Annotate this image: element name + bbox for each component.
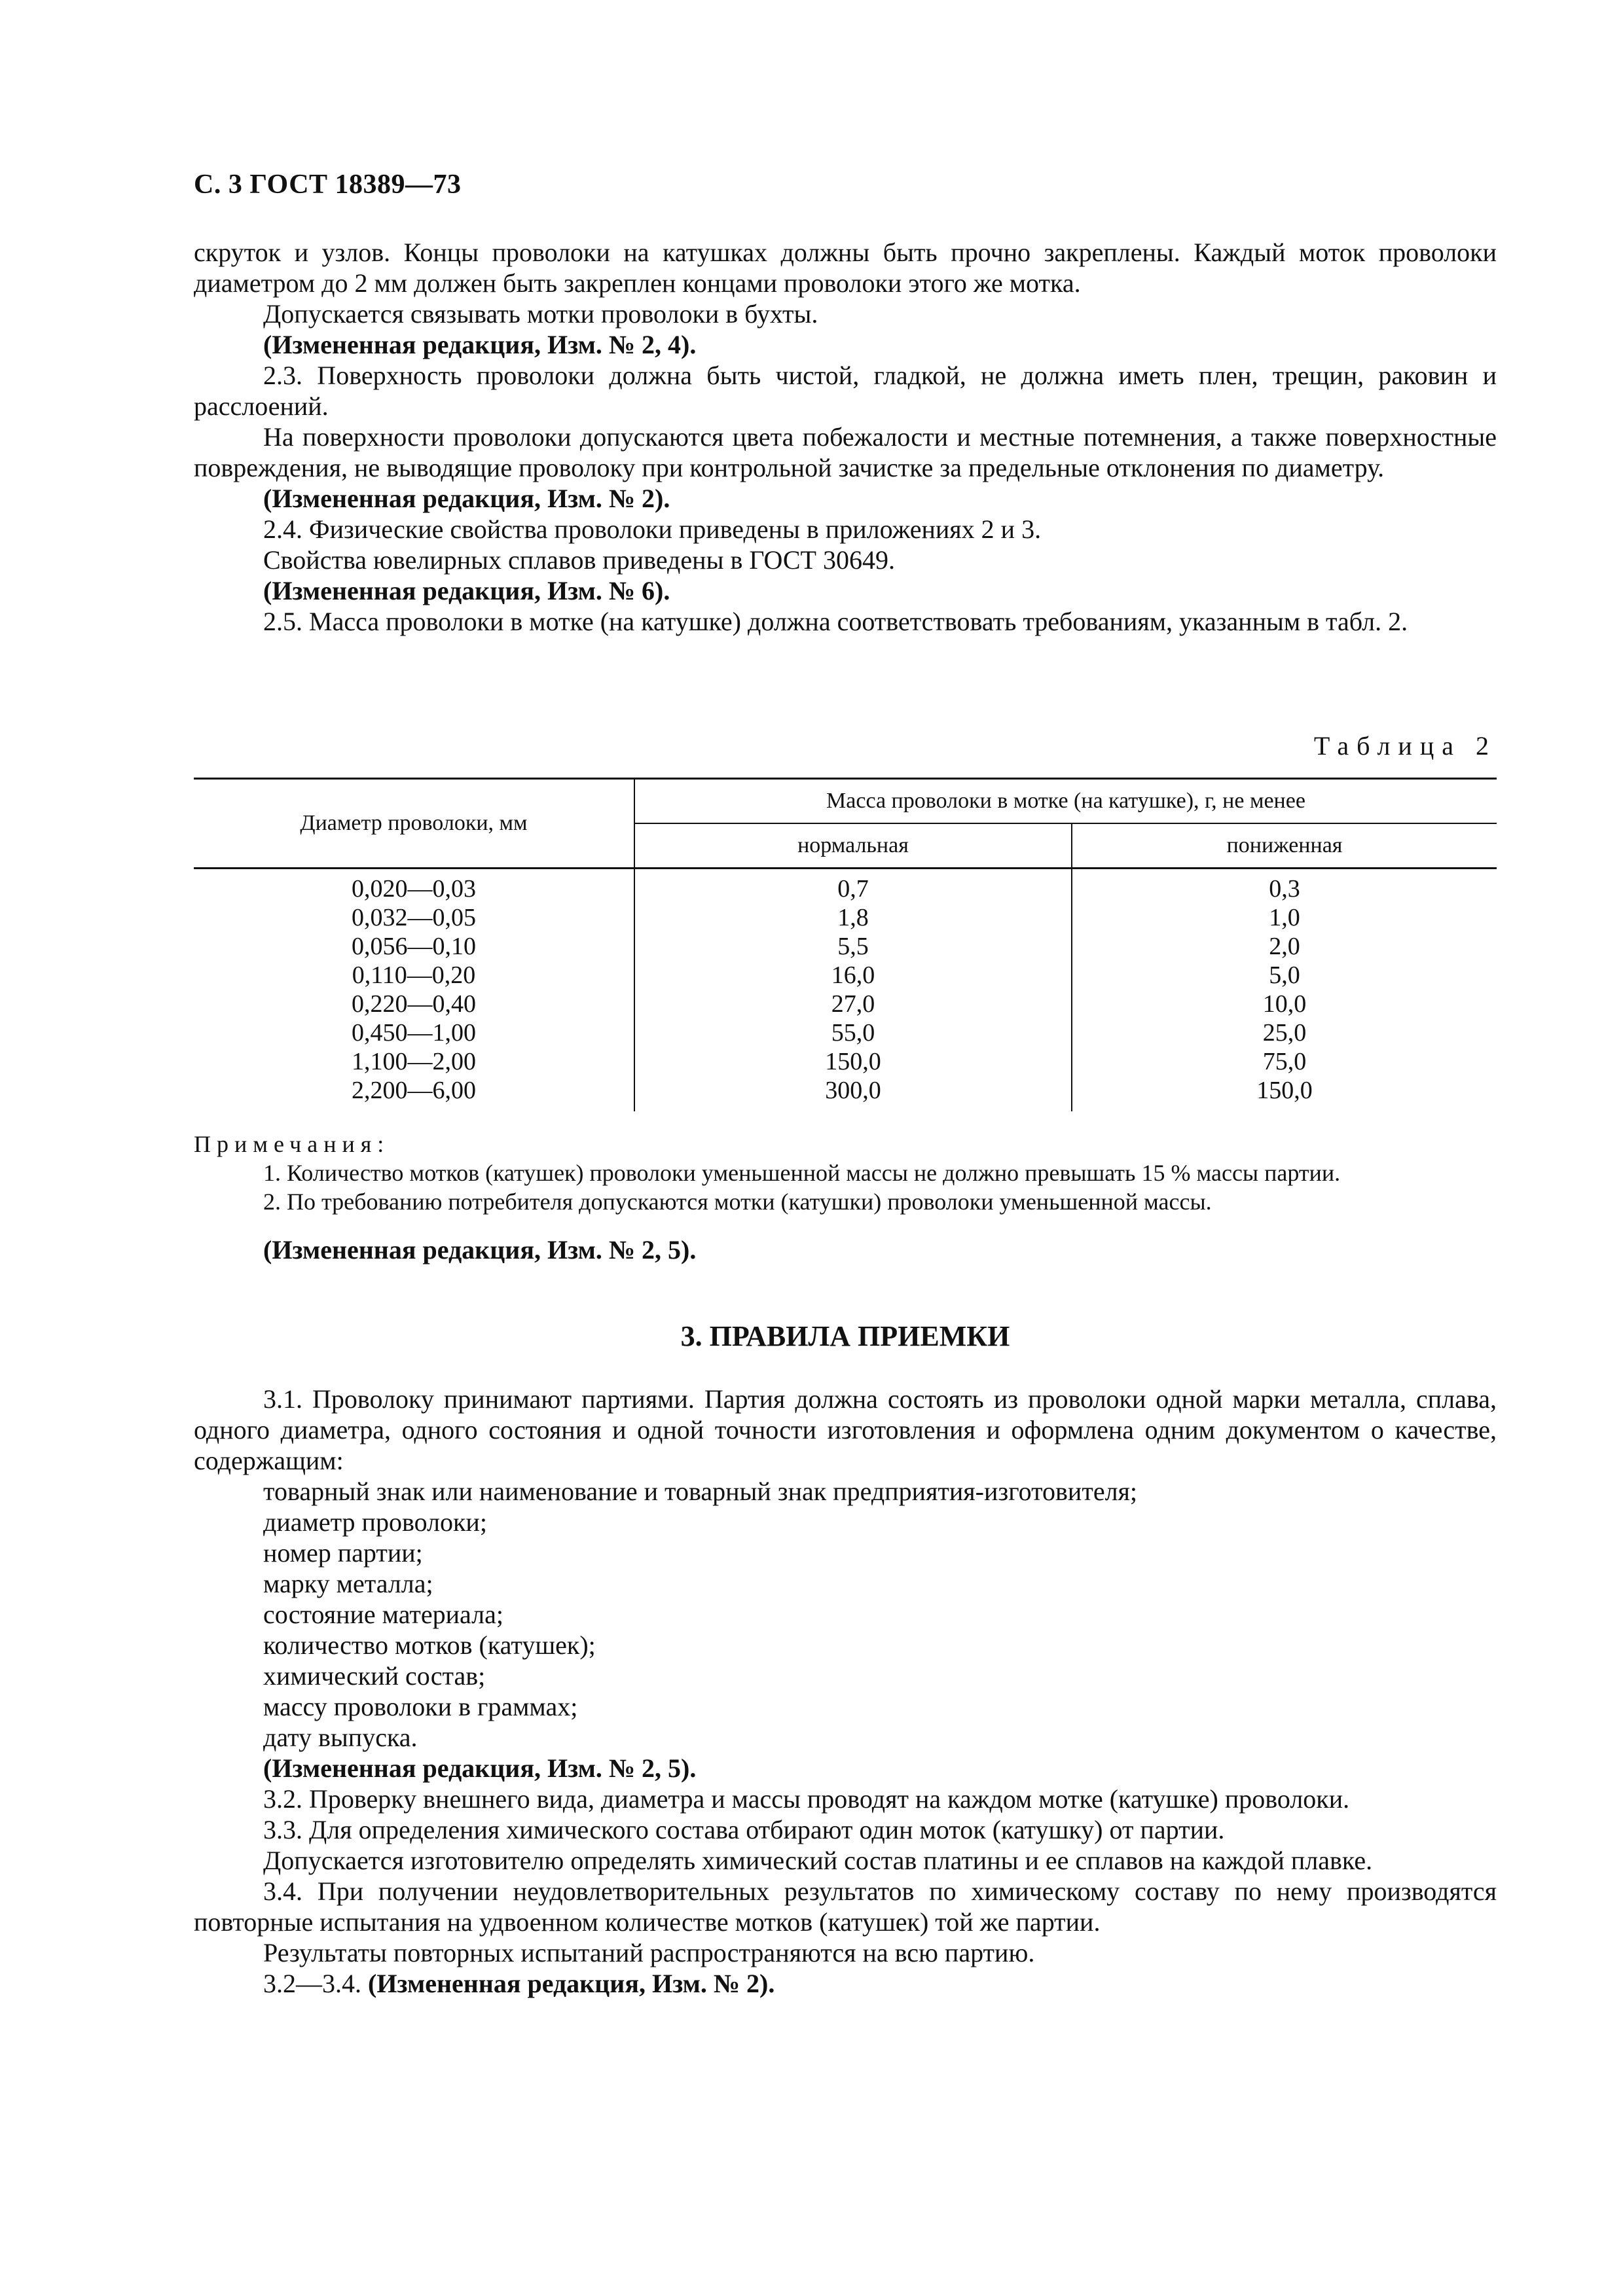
notes-label: Примечания: xyxy=(194,1131,390,1157)
paragraph-3-3: 3.3. Для определения химического состава отбирают один моток (катушку) от партии. xyxy=(263,1815,1225,1844)
table-cell: 75,0 xyxy=(1262,1048,1307,1075)
paragraph-alloys: Свойства ювелирных сплавов приведены в ГОСТ 30649. xyxy=(263,545,895,575)
page-header: С. 3 ГОСТ 18389—73 xyxy=(194,170,462,200)
amendment-note: (Измененная редакция, Изм. № 6). xyxy=(263,576,670,605)
reduced-column xyxy=(1072,869,1497,1112)
table-cell: 10,0 xyxy=(1262,990,1307,1018)
table-cell: 16,0 xyxy=(831,961,875,989)
paragraph-3-2: 3.2. Проверку внешнего вида, диаметра и массы проводят на каждом мотке (катушке) проволоки. xyxy=(263,1784,1350,1814)
paragraph-bundles: Допускается связывать мотки проволоки в бухты. xyxy=(263,299,818,329)
amendment-note: (Измененная редакция, Изм. № 2). xyxy=(368,1969,775,1998)
table-cell: 0,110—0,20 xyxy=(352,961,476,989)
paragraph-2-4: 2.4. Физические свойства проволоки приведены в приложениях 2 и 3. xyxy=(263,514,1042,544)
final-prefix: 3.2—3.4. xyxy=(263,1969,361,1998)
table-cell: 5,5 xyxy=(837,933,869,960)
paragraph-2-3: 2.3. Поверхность проволоки должна быть чистой, гладкой, не должна иметь плен, трещин, раковин и расслоений. xyxy=(194,361,1497,421)
list-item: состояние материала; xyxy=(263,1600,503,1629)
mass-table xyxy=(194,778,1497,1111)
table-header-diameter: Диаметр проволоки, мм xyxy=(194,779,634,869)
list-item: номер партии; xyxy=(263,1538,423,1568)
paragraph-3-4b: Результаты повторных испытаний распространяются на всю партию. xyxy=(263,1938,1035,1967)
table-cell: 2,200—6,00 xyxy=(352,1077,476,1104)
note-item: 2. По требованию потребителя допускаются мотки (катушки) проволоки уменьшенной массы. xyxy=(263,1189,1212,1215)
table-cell: 1,8 xyxy=(837,904,869,931)
table-cell: 0,032—0,05 xyxy=(352,904,476,931)
diameter-column xyxy=(194,869,634,1112)
table-header-reduced: пониженная xyxy=(1072,823,1497,869)
table-cell: 2,0 xyxy=(1269,933,1300,960)
table-notes xyxy=(194,1130,1497,1265)
list-item: количество мотков (катушек); xyxy=(263,1630,596,1660)
list-item: товарный знак или наименование и товарный знак предприятия-изготовителя; xyxy=(263,1477,1138,1506)
amendment-note: (Измененная редакция, Изм. № 2). xyxy=(263,484,670,513)
table-cell: 0,7 xyxy=(837,875,869,903)
final-amendment-line xyxy=(194,1968,1497,1999)
table-cell: 0,020—0,03 xyxy=(352,875,476,903)
list-item: марку металла; xyxy=(263,1569,433,1598)
table-cell: 0,450—1,00 xyxy=(352,1019,476,1047)
table-cell: 0,3 xyxy=(1269,875,1300,903)
paragraph-3-1: 3.1. Проволоку принимают партиями. Партия должна состоять из проволоки одной марки металла, сплава, одного диаметра, одного состояния и одной точности изготовления и оформлена одним документом о качестве, содержащим: xyxy=(194,1384,1497,1475)
paragraph-surface: На поверхности проволоки допускаются цвета побежалости и местные потемнения, а также поверхностные повреждения, не выводящие проволоку при контрольной зачистке за предельные отклонения по диаметру. xyxy=(194,422,1497,482)
amendment-note: (Измененная редакция, Изм. № 2, 4). xyxy=(263,330,697,359)
list-item: химический состав; xyxy=(263,1661,486,1691)
paragraph-3-3b: Допускается изготовителю определять химический состав платины и ее сплавов на каждой плавке. xyxy=(263,1846,1373,1875)
list-item: диаметр проволоки; xyxy=(263,1507,487,1537)
paragraph-continuation: скруток и узлов. Концы проволоки на катушках должны быть прочно закреплены. Каждый моток проволоки диаметром до 2 мм должен быть закреплен концами проволоки этого же мотка. xyxy=(194,238,1497,298)
section3-text xyxy=(194,1384,1497,1999)
paragraph-2-5: 2.5. Масса проволоки в мотке (на катушке) должна соответствовать требованиям, указанным в табл. 2. xyxy=(263,607,1408,636)
table-cell: 1,100—2,00 xyxy=(352,1048,476,1075)
table-header-normal: нормальная xyxy=(634,823,1072,869)
amendment-note: (Измененная редакция, Изм. № 2, 5). xyxy=(263,1235,697,1265)
table-cell: 55,0 xyxy=(831,1019,875,1047)
table-cell: 150,0 xyxy=(825,1048,881,1075)
table-cell: 0,220—0,40 xyxy=(352,990,476,1018)
amendment-note: (Измененная редакция, Изм. № 2, 5). xyxy=(263,1753,697,1783)
list-item: дату выпуска. xyxy=(263,1723,418,1752)
note-item: 1. Количество мотков (катушек) проволоки уменьшенной массы не должно превышать 15 % массы партии. xyxy=(263,1160,1341,1186)
list-item: массу проволоки в граммах; xyxy=(263,1692,578,1721)
table-cell: 1,0 xyxy=(1269,904,1300,931)
table-caption: Таблица 2 xyxy=(1313,731,1497,761)
normal-column xyxy=(634,869,1072,1112)
table-cell: 150,0 xyxy=(1256,1077,1313,1104)
top-text-block xyxy=(194,237,1497,637)
table-cell: 27,0 xyxy=(831,990,875,1018)
table-header-mass: Масса проволоки в мотке (на катушке), г, не менее xyxy=(634,779,1497,824)
table-cell: 5,0 xyxy=(1269,961,1300,989)
table-body-row xyxy=(194,869,1497,1112)
paragraph-3-4: 3.4. При получении неудовлетворительных результатов по химическому составу по нему производятся повторные испытания на удвоенном количестве мотков (катушек) той же партии. xyxy=(194,1876,1497,1937)
table-cell: 300,0 xyxy=(825,1077,881,1104)
section-title: 3. ПРАВИЛА ПРИЕМКИ xyxy=(680,1320,1010,1352)
table-cell: 0,056—0,10 xyxy=(352,933,476,960)
table-cell: 25,0 xyxy=(1262,1019,1307,1047)
